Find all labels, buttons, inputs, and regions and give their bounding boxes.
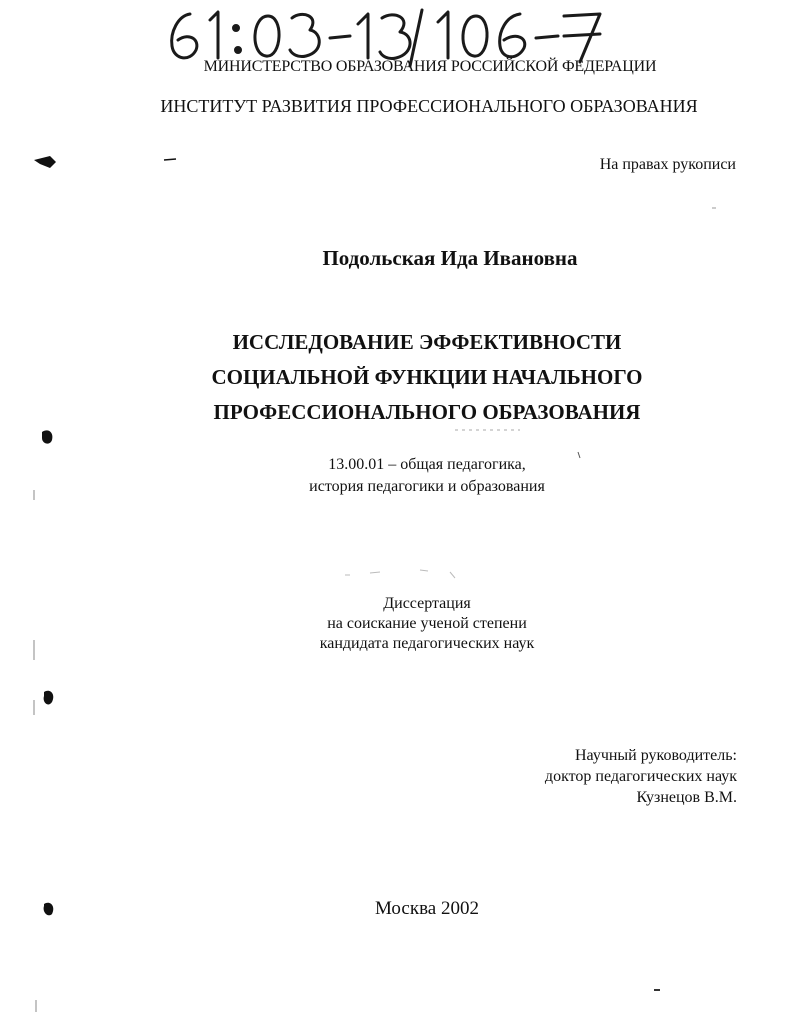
punch-hole-mark xyxy=(42,430,52,443)
degree-line: кандидата педагогических наук xyxy=(319,635,535,652)
specialty-line: история педагогики и образования xyxy=(309,478,545,495)
supervisor-line: доктор педагогических наук xyxy=(544,768,737,785)
scan-edge-line xyxy=(34,490,36,1012)
degree-line: на соискание ученой степени xyxy=(327,615,527,632)
title-line: СОЦИАЛЬНОЙ ФУНКЦИИ НАЧАЛЬНОГО xyxy=(211,365,643,389)
punch-hole-mark xyxy=(34,156,56,168)
scan-speck xyxy=(345,570,455,578)
scan-speck xyxy=(578,452,580,458)
institute-heading: ИНСТИТУТ РАЗВИТИЯ ПРОФЕССИОНАЛЬНОГО ОБРАЗОВАНИЯ xyxy=(160,96,698,116)
ministry-heading: МИНИСТЕРСТВО ОБРАЗОВАНИЯ РОССИЙСКОЙ ФЕДЕРАЦИИ xyxy=(203,58,657,75)
punch-hole-mark xyxy=(44,903,54,916)
punch-hole-mark xyxy=(44,691,54,705)
punch-hole-mark xyxy=(164,159,176,160)
degree-line: Диссертация xyxy=(383,595,471,612)
title-line: ПРОФЕССИОНАЛЬНОГО ОБРАЗОВАНИЯ xyxy=(213,400,641,424)
specialty-line: 13.00.01 – общая педагогика, xyxy=(328,456,526,473)
manuscript-rights-note: На правах рукописи xyxy=(599,156,736,173)
supervisor-line: Кузнецов В.М. xyxy=(636,789,737,806)
supervisor-line: Научный руководитель: xyxy=(574,747,737,764)
title-line: ИССЛЕДОВАНИЕ ЭФФЕКТИВНОСТИ xyxy=(232,330,622,354)
city-year: Москва 2002 xyxy=(375,898,479,919)
author-name: Подольская Ида Ивановна xyxy=(322,246,578,270)
